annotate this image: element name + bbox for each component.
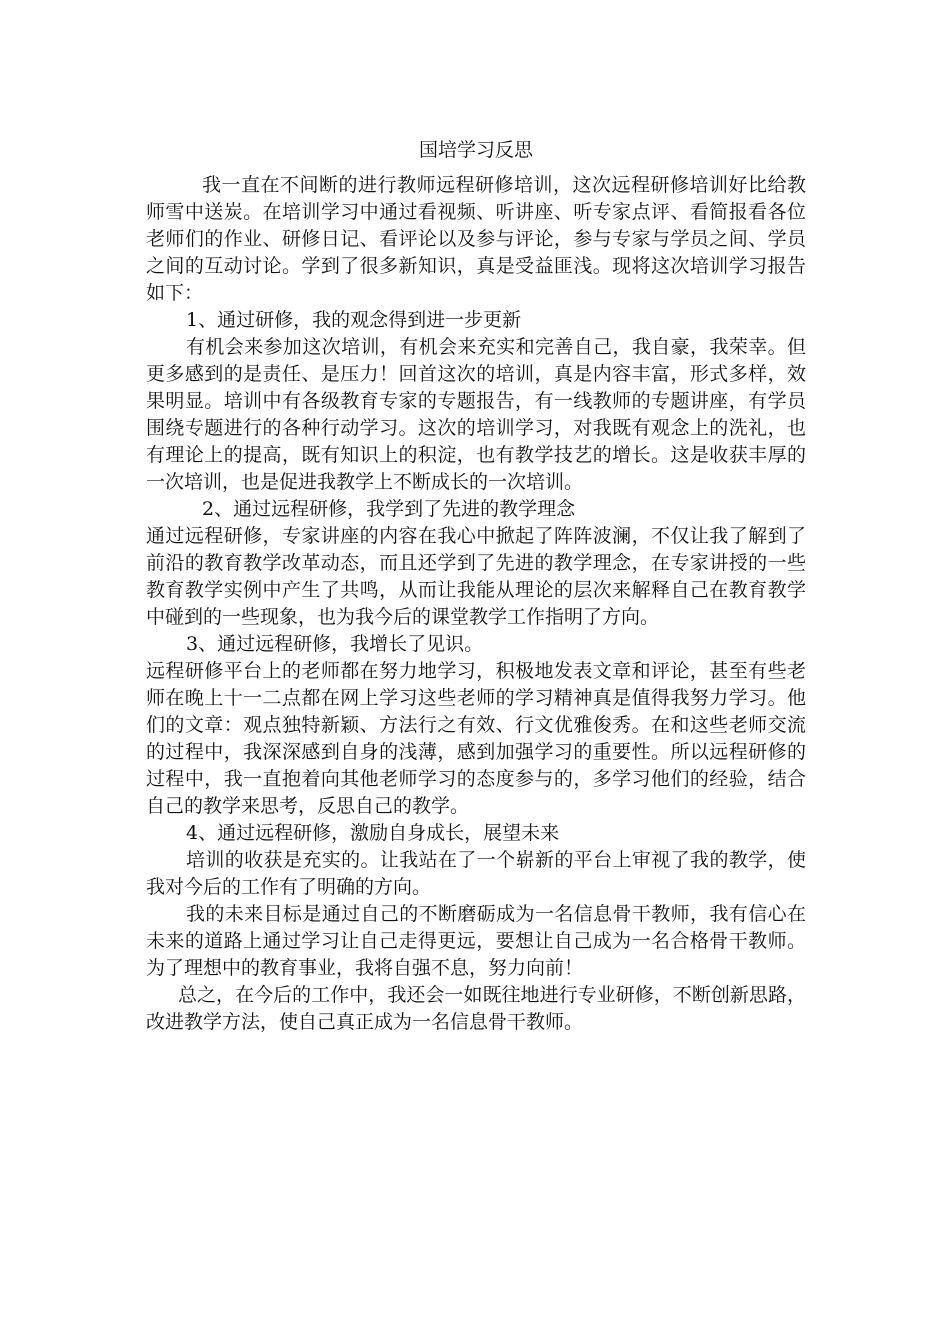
conclusion-paragraph: 总之，在今后的工作中，我还会一如既往地进行专业研修，不断创新思路，改进教学方法，使自己真正成为一名信息骨干教师。	[146, 984, 806, 1033]
section-heading-2: 2、通过远程研修，我学到了先进的教学理念	[202, 498, 576, 520]
document-body	[146, 137, 806, 1036]
section-heading-3: 3、通过远程研修，我增长了见识。	[186, 633, 484, 655]
section-paragraph-1: 有机会来参加这次培训，有机会来充实和完善自己，我自豪，我荣幸。但更多感到的是责任、是压力！回首这次的培训，真是内容丰富，形式多样，效果明显。培训中有各级教育专家的专题报告，有一线教师的专题讲座，有学员围绕专题进行的各种行动学习。这次的培训学习，对我既有观念上的洗礼，也有理论上的提高，既有知识上的积淀，也有教学技艺的增长。这是收获丰厚的一次培训，也是促进我教学上不断成长的一次培训。	[146, 336, 806, 493]
section-paragraph-2: 通过远程研修，专家讲座的内容在我心中掀起了阵阵波澜，不仅让我了解到了前沿的教育教学改革动态，而且还学到了先进的教学理念，在专家讲授的一些教育教学实例中产生了共鸣，从而让我能从理论的层次来解释自己在教育教学中碰到的一些现象，也为我今后的课堂教学工作指明了方向。	[146, 525, 806, 628]
section-heading-4: 4、通过远程研修，激励自身成长，展望未来	[186, 822, 560, 844]
document-title: 国培学习反思	[418, 139, 533, 161]
section-paragraph-4: 培训的收获是充实的。让我站在了一个崭新的平台上审视了我的教学，使我对今后的工作有了明确的方向。	[146, 849, 806, 898]
goal-paragraph: 我的未来目标是通过自己的不断磨砺成为一名信息骨干教师，我有信心在未来的道路上通过学习让自己走得更远，要想让自己成为一名合格骨干教师。为了理想中的教育事业，我将自强不息，努力向前！	[146, 903, 806, 979]
section-paragraph-3: 远程研修平台上的老师都在努力地学习，积极地发表文章和评论，甚至有些老师在晚上十一二点都在网上学习这些老师的学习精神真是值得我努力学习。他们的文章：观点独特新颖、方法行之有效、行文优雅俊秀。在和这些老师交流的过程中，我深深感到自身的浅薄，感到加强学习的重要性。所以远程研修的过程中，我一直抱着向其他老师学习的态度参与的，多学习他们的经验，结合自己的教学来思考，反思自己的教学。	[146, 660, 806, 817]
section-heading-1: 1、通过研修，我的观念得到进一步更新	[186, 309, 522, 331]
intro-paragraph: 我一直在不间断的进行教师远程研修培训，这次远程研修培训好比给教师雪中送炭。在培训学习中通过看视频、听讲座、听专家点评、看简报看各位老师们的作业、研修日记、看评论以及参与评论，参与专家与学员之间、学员之间的互动讨论。学到了很多新知识，真是受益匪浅。现将这次培训学习报告如下：	[146, 174, 806, 304]
